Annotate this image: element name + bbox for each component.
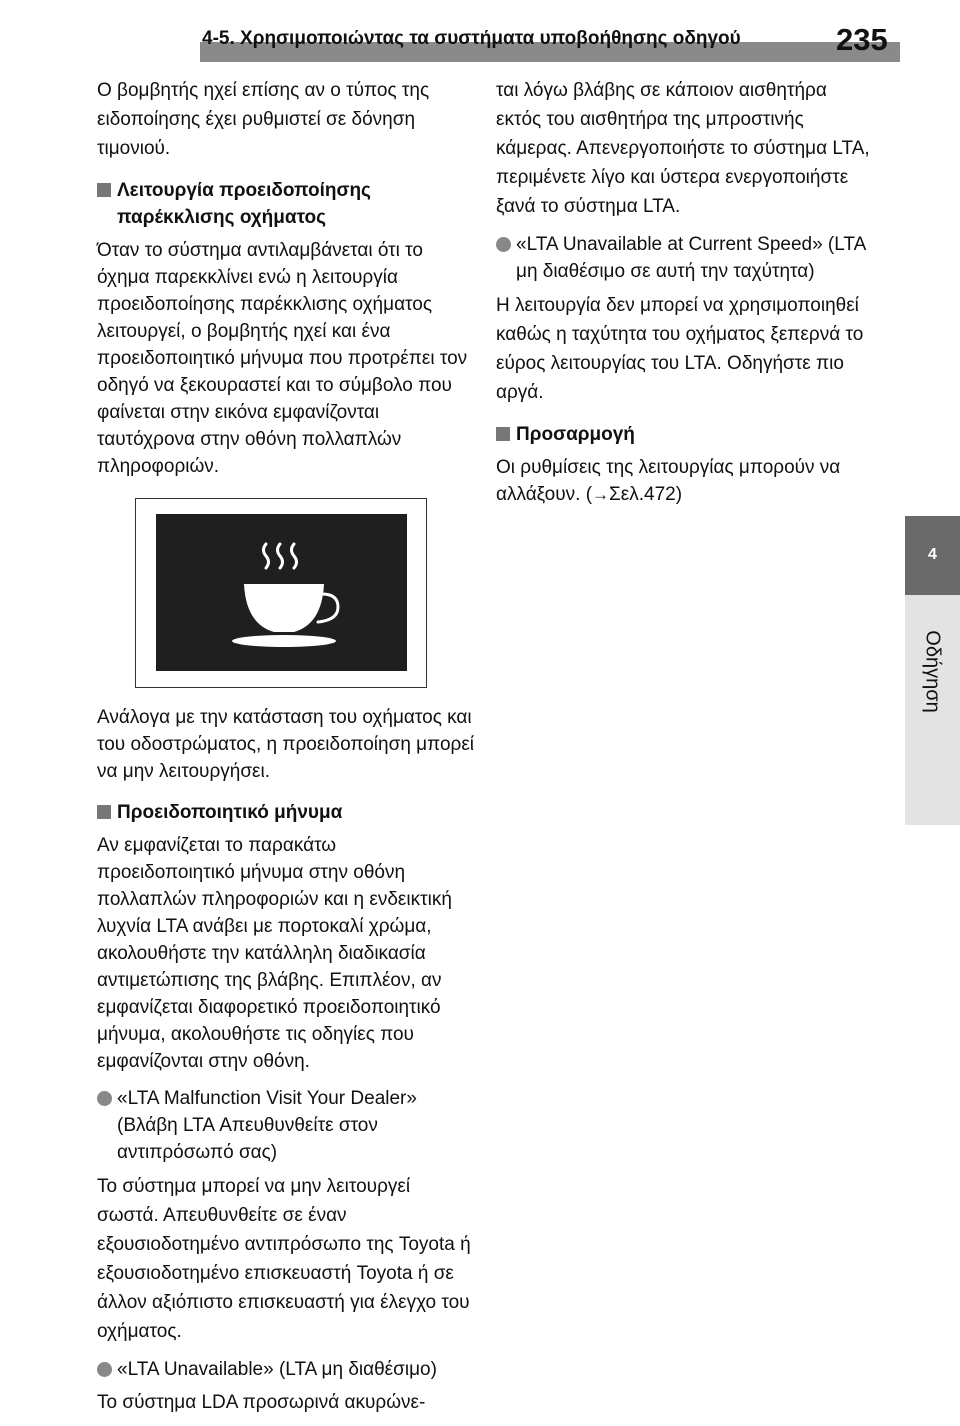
heading-text: Προειδοποιητικό μήνυμα [117, 802, 343, 823]
chapter-number: 4 [928, 546, 937, 563]
paragraph-lta-malfunction: Το σύστημα μπορεί να μην λειτουργεί σωστά. Απευθυνθείτε σε έναν εξουσιοδοτημένο αντιπρόσωπο της Toyota ή εξουσιοδοτημένο επισκευαστή Toyota ή σε άλλον αξιόπιστο επισκευαστή για έλεγχο του οχήματος. [97, 1176, 471, 1342]
paragraph-lta-unavailable-cont: ται λόγω βλάβης σε κάποιον αισθητήρα εκτός του αισθητήρα της μπροστινής κάμερας. Απενεργοποιήστε το σύστημα LTA, περιμένετε λίγο και ύστερα ενεργοποιήστε ξανά το σύστημα LTA. [496, 80, 870, 217]
right-column [496, 76, 871, 518]
section-heading-departure-warning [97, 177, 477, 231]
heading-text: Προσαρμογή [516, 424, 635, 445]
bullet-lta-unavailable [97, 1356, 477, 1383]
section-heading-customization [496, 421, 871, 448]
display-screen [156, 514, 407, 671]
coffee-cup-icon [156, 514, 407, 671]
illustration-frame [135, 498, 427, 688]
customization-text: Οι ρυθμίσεις της λειτουργίας μπορούν να αλλάξουν. ( [496, 457, 841, 505]
chapter-title: Οδήγηση [921, 630, 944, 713]
section-heading-warning-message [97, 799, 477, 826]
page-number: 235 [836, 22, 888, 57]
circle-bullet-icon [496, 237, 511, 252]
page-reference-link[interactable]: Σελ.472) [609, 484, 683, 505]
bullet-lta-malfunction [97, 1085, 477, 1166]
section-title: 4-5. Χρησιμοποιώντας τα συστήματα υποβοήθησης οδηγού [202, 28, 741, 49]
paragraph-warning-message: Αν εμφανίζεται το παρακάτω προειδοποιητικό μήνυμα στην οθόνη πολλαπλών πληροφοριών και η ενδεικτική λυχνία LTA ανάβει με πορτοκαλί χρώμα, ακολουθήστε την κατάλληλη διαδικασία αντιμετώπισης της βλάβης. Επιπλέον, αν εμφανίζεται διαφορετικό προειδοποιητικό μήνυμα, ακολουθήστε τις οδηγίες που εμφανίζονται στην οθόνη. [97, 835, 452, 1072]
bullet-text: «LTA Unavailable» (LTA μη διαθέσιμο) [117, 1359, 437, 1380]
paragraph-departure-warning: Όταν το σύστημα αντιλαμβάνεται ότι το όχημα παρεκκλίνει ενώ η λειτουργία προειδοποίησης παρέκκλισης οχήματος λειτουργεί, ο βομβητής ηχεί και ένα προειδοποιητικό μήνυμα που προτρέπει τον οδηγό να ξεκουραστεί και το σύμβολο που φαίνεται στην εικόνα εμφανίζονται ταυτόχρονα στην οθόνη πολλαπλών πληροφοριών. [97, 240, 468, 477]
paragraph-lta-unavailable-start: Το σύστημα LDA προσωρινά ακυρώνε- [97, 1392, 426, 1413]
circle-bullet-icon [97, 1362, 112, 1377]
arrow-right-icon: → [592, 485, 610, 504]
bullet-text: «LTA Unavailable at Current Speed» (LTA μη διαθέσιμο σε αυτή την ταχύτητα) [516, 234, 866, 282]
paragraph-after-figure: Ανάλογα με την κατάσταση του οχήματος και του οδοστρώματος, η προειδοποίηση μπορεί να μην λειτουργήσει. [97, 707, 475, 782]
paragraph-customization [496, 454, 871, 508]
intro-paragraph: Ο βομβητής ηχεί επίσης αν ο τύπος της ειδοποίησης έχει ρυθμιστεί σε δόνηση τιμονιού. [97, 80, 430, 159]
left-column [97, 76, 477, 1426]
bullet-text: «LTA Malfunction Visit Your Dealer» (Βλάβη LTA Απευθυνθείτε στον αντιπρόσωπό σας) [117, 1088, 417, 1163]
square-bullet-icon [496, 427, 510, 441]
circle-bullet-icon [97, 1091, 112, 1106]
square-bullet-icon [97, 805, 111, 819]
bullet-lta-unavailable-speed [496, 231, 871, 285]
heading-text: Λειτουργία προειδοποίησης παρέκκλισης οχήματος [117, 180, 371, 228]
paragraph-lta-unavailable-speed: Η λειτουργία δεν μπορεί να χρησιμοποιηθεί καθώς η ταχύτητα του οχήματος ξεπερνά το εύρος λειτουργίας του LTA. Οδηγήστε πιο αργά. [496, 295, 864, 403]
square-bullet-icon [97, 183, 111, 197]
